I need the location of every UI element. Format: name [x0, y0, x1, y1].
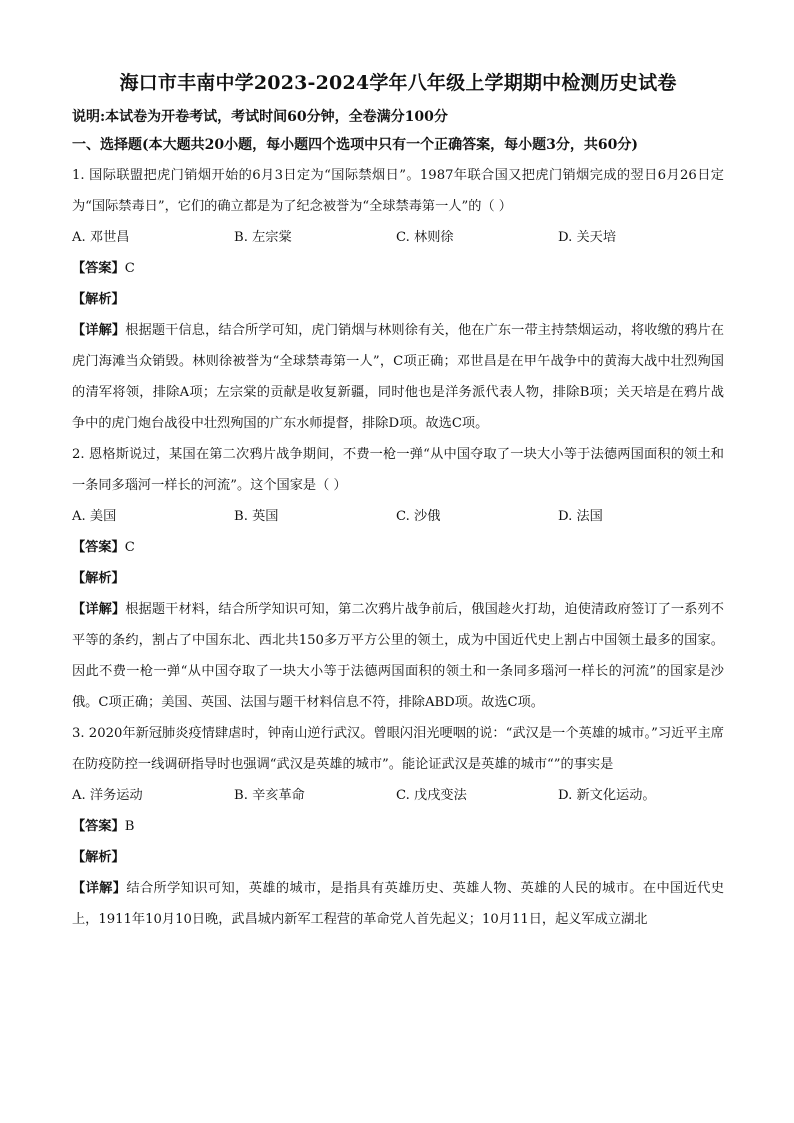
question-2-answer [72, 532, 724, 563]
answer-label: 【答案】 [72, 540, 125, 555]
question-3-answer [72, 811, 724, 842]
question-2-option-a: A. 美国 [72, 509, 117, 524]
question-2-option-b: B. 英国 [234, 509, 279, 524]
question-3-option-a: A. 洋务运动 [72, 788, 143, 803]
question-1-answer [72, 253, 724, 284]
question-1-detail [72, 315, 724, 439]
section-heading: 一、选择题(本大题共20小题，每小题四个选项中只有一个正确答案，每小题3分，共60分) [72, 137, 638, 153]
question-3-analysis-label: 【解析】 [72, 850, 125, 865]
detail-text: 结合所学知识可知，英雄的城市，是指具有英雄历史、英雄人物、英雄的人民的城市。在中国近代史上，1911年10月10日晚，武昌城内新军工程营的革命党人首先起义；10月11日，起义军成立湖北 [72, 881, 725, 927]
question-2-analysis-label: 【解析】 [72, 571, 125, 586]
question-1-option-b: B. 左宗棠 [234, 230, 292, 245]
question-3-detail [72, 873, 724, 935]
question-1-option-c: C. 林则徐 [396, 230, 454, 245]
detail-text: 根据题干信息，结合所学可知，虎门销烟与林则徐有关，他在广东一带主持禁烟运动，将收缴的鸦片在虎门海滩当众销毁。林则徐被誉为“全球禁毒第一人”，C项正确；邓世昌是在甲午战争中的黄海大战中壮烈殉国的清军将领，排除A项；左宗棠的贡献是收复新疆，同时他也是洋务派代表人物，排除B项；关天培是在鸦片战争中的虎门炮台战役中壮烈殉国的广东水师提督，排除D项。故选C项。 [72, 323, 724, 431]
answer-value: C [124, 261, 135, 276]
question-3-option-d: D. 新文化运动。 [558, 788, 656, 803]
answer-label: 【答案】 [72, 261, 125, 276]
question-2-options [72, 501, 724, 532]
question-2-stem: 2. 恩格斯说过，某国在第二次鸦片战争期间，不费一枪一弹“从中国夺取了一块大小等于法德两国面积的领土和一条同多瑙河一样长的河流”。这个国家是（ ） [72, 447, 724, 493]
question-2-detail [72, 594, 724, 718]
answer-label: 【答案】 [72, 819, 125, 834]
question-1-stem: 1. 国际联盟把虎门销烟开始的6月3日定为“国际禁烟日”。1987年联合国又把虎门销烟完成的翌日6月26日定为“国际禁毒日”，它们的确立都是为了纪念被誉为“全球禁毒第一人”的（ ） [72, 168, 724, 214]
question-2-option-d: D. 法国 [558, 509, 603, 524]
detail-label: 【详解】 [72, 881, 127, 896]
question-3-option-c: C. 戊戌变法 [396, 788, 467, 803]
question-1-option-a: A. 邓世昌 [72, 230, 130, 245]
question-1-analysis-label: 【解析】 [72, 292, 125, 307]
question-1-options [72, 222, 724, 253]
question-1-option-d: D. 关天培 [558, 230, 617, 245]
answer-value: C [124, 540, 135, 555]
page-title: 海口市丰南中学2023-2024学年八年级上学期期中检测历史试卷 [119, 72, 677, 94]
detail-text: 根据题干材料，结合所学知识可知，第二次鸦片战争前后，俄国趁火打劫，迫使清政府签订了一系列不平等的条约，割占了中国东北、西北共150多万平方公里的领土，成为中国近代史上割占中国领土最多的国家。因此不费一枪一弹“从中国夺取了一块大小等于法德两国面积的领土和一条同多瑙河一样长的河流”的国家是沙俄。C项正确；美国、英国、法国与题干材料信息不符，排除ABD项。故选C项。 [72, 602, 724, 710]
question-3-options [72, 780, 724, 811]
question-3-stem: 3. 2020年新冠肺炎疫情肆虐时，钟南山逆行武汉。曾眼闪泪光哽咽的说：“武汉是一个英雄的城市。”习近平主席在防疫防控一线调研指导时也强调“武汉是英雄的城市”。能论证武汉是英雄的城市“”的事实是 [72, 726, 724, 772]
question-2 [72, 439, 724, 718]
answer-value: B [124, 819, 135, 834]
detail-label: 【详解】 [72, 323, 126, 338]
exam-instructions: 说明:本试卷为开卷考试，考试时间60分钟，全卷满分100分 [72, 109, 448, 125]
question-3 [72, 718, 724, 935]
question-1 [72, 160, 724, 439]
question-3-option-b: B. 辛亥革命 [234, 788, 305, 803]
detail-label: 【详解】 [72, 602, 126, 617]
question-2-option-c: C. 沙俄 [396, 509, 441, 524]
